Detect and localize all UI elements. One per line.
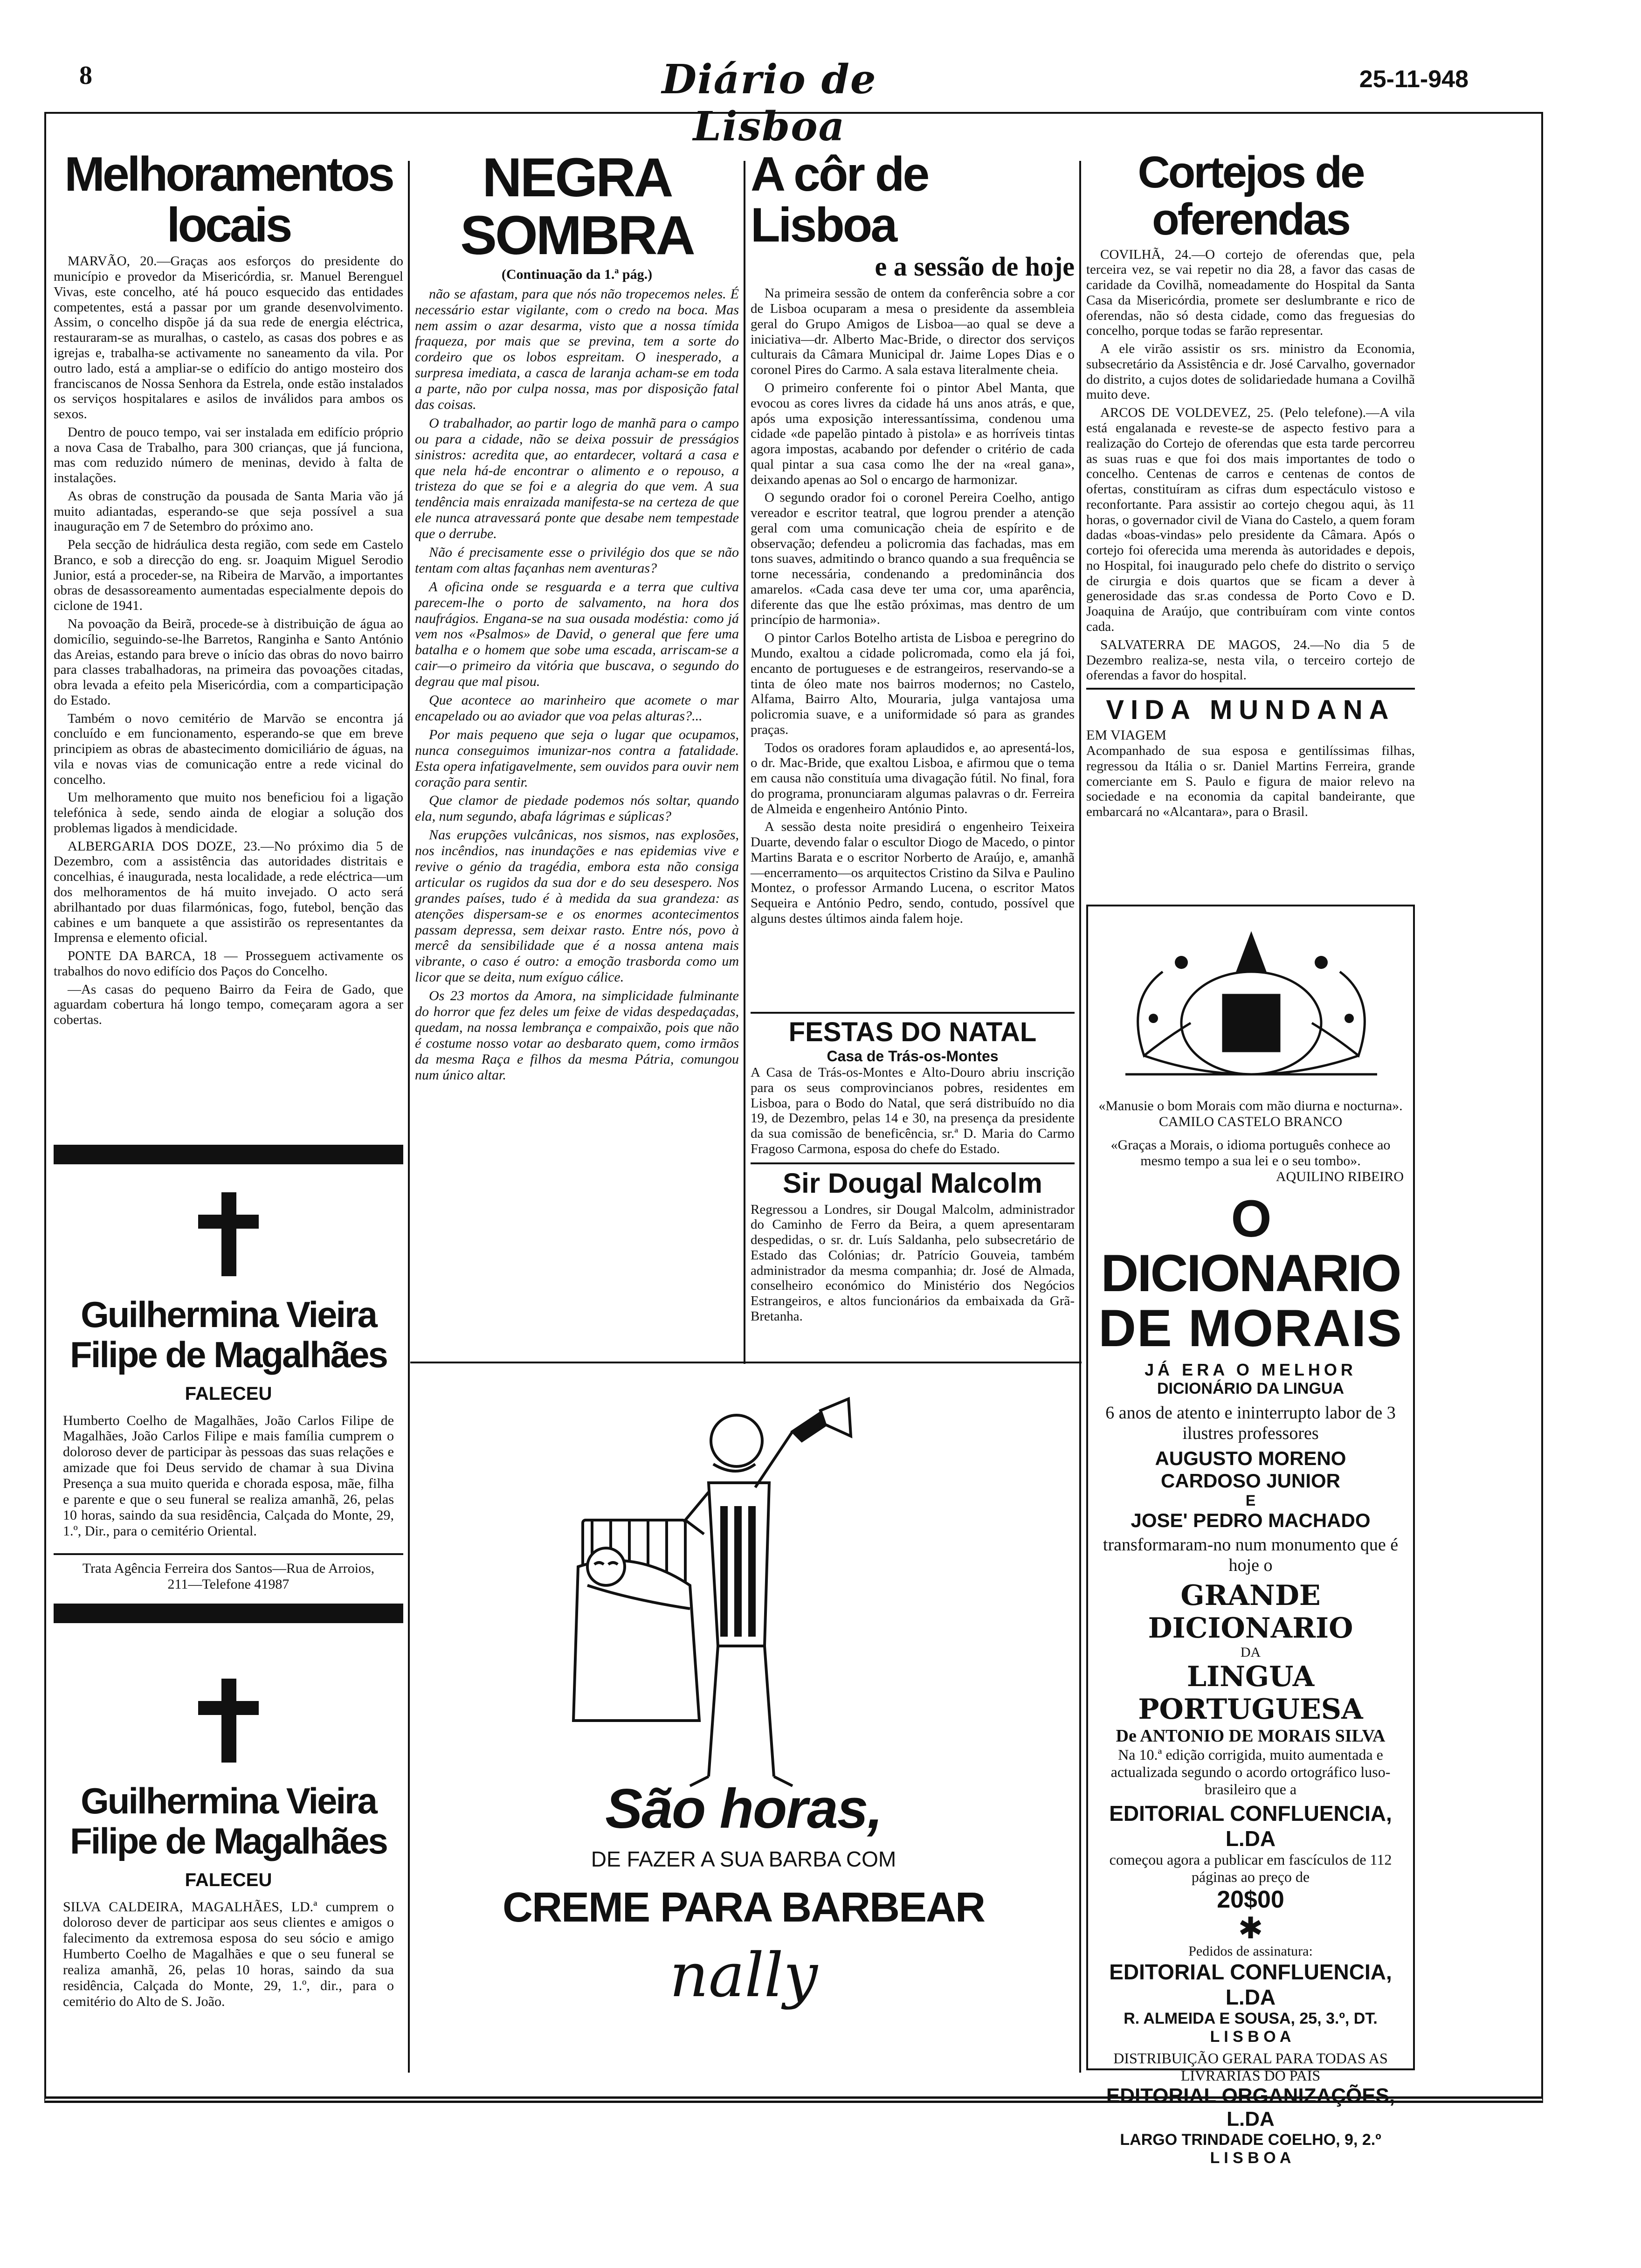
dougal-text: Regressou a Londres, sir Dougal Malcolm, administrador do Caminho de Ferro da Beira, a quem apresentaram despedidas, o sr. dr. Luís Saldanha, pelo subsecretário de Estado das Colónias; dr. Patrício Gouveia, também administrador da mesma companhia; dr. José de Almada, conselheiro económico do Ministério dos Negócios Estrangeiros, e altos funcionários da embaixada da Grã-Bretanha. (751, 1202, 1075, 1324)
dictionary-line-2: DICIONÁRIO DA LINGUA (1157, 1380, 1345, 1398)
headline-dougal-malcolm: Sir Dougal Malcolm (751, 1162, 1075, 1199)
obituary-text: SILVA CALDEIRA, MAGALHÃES, LD.ª cumprem o doloroso dever de participar aos seus clientes e amigos o falecimento da extremosa esposa do seu sócio e amigo Humberto Coelho de Magalhães e que o seu funeral se realiza amanhã, 26, pelas 10 horas, saindo da sua residência, Calçada do Monte, 29, 1.º, dir., para o cemitério do Alto de S. João. (63, 1899, 394, 2009)
festas-box (751, 1012, 1075, 1324)
vida-subhead: EM VIAGEM (1086, 727, 1166, 743)
publishing-text: começou agora a publicar em fascículos de 112 páginas ao preço de (1109, 1851, 1392, 1886)
distribution-label: DISTRIBUIÇÃO GERAL PARA TODAS AS LIVRARIAS DO PAIS (1113, 2050, 1388, 2084)
publisher-address: R. ALMEIDA E SOUSA, 25, 3.º, DT. (1124, 2010, 1378, 2028)
distributor-city: L I S B O A (1210, 2149, 1291, 2167)
article-negra-sombra: não se afastam, para que nós não tropecemos neles. É necessário estar vigilante, com o credo na boca. Mas nem assim o azar desarma, visto que a nossa tímida fraqueza, por mais que se previna, tem a sorte do cordeiro que os lobos espreitam. O inesperado, a surpresa imediata, a casca de laranja acham-se em toda a parte, não por culpa nossa, mas por disposição fatal das coisas. O trabalhador, ao partir logo de manhã para o campo ou para a cidade, não se deixa possuir de presságios sinistros: acredita que, ao entardecer, voltará a casa e que nela há-de encontrar o alimento e o repouso, a tristeza do que se foi e a alegria do que vem. A sua tendência mais enraizada manifesta-se na certeza de que ele nunca atravessará ponte que desabe nem tempestade que o derrube. Não é precisamente esse o privilégio dos que se não tentam com altas façanhas nem aventuras? A oficina onde se resguarda e a terra que cultiva parecem-lhe o porto de salvamento, na hora dos naufrágios. Engana-se na sua ousada modéstia: como já vem nos «Psalmos» de David, o general que fere uma batalha e o homem que sobe uma escada, arriscam-se a cair—o primeiro da vitória que buscava, o segundo do degrau que mal pisou. Que acontece ao marinheiro que acomete o mar encapelado ou ao aviador que voa pelas alturas?... Por mais pequeno que seja o lugar que ocupamos, nunca conseguimos imunizar-nos contra a fatalidade. Esta opera infatigavelmente, sem ouvidos para ouvir nem coração para sentir. Que clamor de piedade podemos nós soltar, quando ela, num segundo, abafa lágrimas e súplicas? Nas erupções vulcânicas, nos sismos, nas explosões, nos incêndios, nas inundações e nas epidemias vive e revive o génio da tragédia, embora esta não consiga articular os rugidos da sua dor e do seu desespero. Nos grandes países, tudo é à medida da sua grandeza: as atenções dispersam-se e os enormes acontecimentos passam depressa, sem deixar rasto. Entre nós, povo à mercê da sensibilidade que é a nossa antena mais vibrante, o caso é outro: a emoção trasborda como um licor que se deita, num exíguo cálice. Os 23 mortos da Amora, na simplicidade fulminante do horror que fez deles um feixe de vidas despedaçadas, quedam, na nossa lembrança e compaixão, pois que não é costume nosso votar ao desbarato quem, como irmãos da mesma Raça e filhos da mesma Pátria, comungou num único altar. (415, 286, 739, 1083)
column-divider (1079, 161, 1081, 2073)
cross-icon (198, 1679, 259, 1763)
column-divider (408, 161, 410, 2073)
quote-camilo: «Manusie o bom Morais com mão diurna e nocturna». (1098, 1098, 1403, 1113)
article-cortejos: COVILHÃ, 24.—O cortejo de oferendas que, pela terceira vez, se vai repetir no dia 28, a favor das casas de caridade da Covilhã, nomeadamente do Hospital da Santa Casa da Misericórdia, promete ser deslumbrante e rico de oferendas, não só desta cidade, como das freguesias do concelho, porque todas se farão representar. A ele virão assistir os srs. ministro da Economia, subsecretário da Assistência e dr. José Carvalho, governador do distrito, a cujos dotes de solidariedade humana a Covilhã muito deve. ARCOS DE VOLDEVEZ, 25. (Pelo telefone).—A vila está engalanada e reveste-se de aspecto festivo para a realização do Cortejo de oferendas que esta tarde percorreu as suas ruas e que foi dos mais importantes de todo o concelho. Centenas de carros e centenas de contos de ofertas, constituíram as cifras dum espectáculo vistoso e reconfortante. Para assistir ao cortejo chegou aqui, às 11 horas, o governador civil de Viana do Castelo, a quem foram dadas «boas-vindas» pelo presidente da Câmara. Após o cortejo foi oferecida uma merenda às autoridades e depois, no Hospital, foi inaugurado pelo chefe do distrito o serviço de cirurgia e dois quartos que se ficam a dever à generosidade das sr.as condessa de Porto Covo e D. Joaquina de Araújo, que contribuíram com vinte contos cada. SALVATERRA DE MAGOS, 24.—No dia 5 de Dezembro realiza-se, nesta vila, o terceiro cortejo de oferendas a favor do hospital. (1086, 247, 1415, 683)
headline-vida-mundana: VIDA MUNDANA (1106, 695, 1395, 726)
dictionary-line-1: JÁ ERA O MELHOR (1145, 1360, 1357, 1380)
headline-festas-natal: FESTAS DO NATAL (751, 1012, 1075, 1048)
column-2 (415, 149, 739, 1086)
ad-subline: DE FAZER A SUA BARBA COM (591, 1847, 896, 1871)
obituary-1 (54, 1145, 403, 1623)
black-bar (54, 1604, 403, 1623)
subhead-sessao: e a sessão de hoje (875, 251, 1075, 282)
masthead (0, 56, 1641, 150)
divider (54, 1553, 403, 1555)
orders-label: Pedidos de assinatura: (1188, 1943, 1313, 1959)
column-1 (54, 149, 403, 1030)
de-antonio: De ANTONIO DE MORAIS SILVA (1116, 1726, 1386, 1746)
quote-aquilino: «Graças a Morais, o idioma português conhece ao mesmo tempo a sua lei e o seu tombo». (1110, 1137, 1391, 1169)
headline-melhoramentos: Melhoramentos locais (64, 147, 393, 253)
quote-camilo-author: CAMILO CASTELO BRANCO (1158, 1113, 1343, 1129)
newspaper-title: Diário de Lisboa (662, 56, 877, 150)
dictionary-title-2: DE MORAIS (1098, 1299, 1403, 1357)
headline-cor-de-lisboa: A côr de Lisboa (751, 147, 928, 253)
distributor-address: LARGO TRINDADE COELHO, 9, 2.º (1120, 2131, 1381, 2149)
column-4 (1086, 149, 1415, 820)
obituary-name: Guilhermina Vieira Filipe de Magalhães (70, 1780, 387, 1861)
grande-dicionario: GRANDE DICIONARIO (1148, 1579, 1353, 1645)
author-machado: JOSE' PEDRO MACHADO (1131, 1509, 1371, 1532)
ad-headline: São horas, (605, 1777, 882, 1840)
ad-product: CREME PARA BARBEAR (502, 1884, 985, 1931)
article-cor-de-lisboa: Na primeira sessão de ontem da conferência sobre a cor de Lisboa ocuparam a mesa o presidente da assembleia geral do Grupo Amigos de Lisboa—ao qual se deve a iniciativa—dr. Alberto Mac-Bride, o director dos serviços culturais da Câmara Municipal dr. Jaime Lopes Dias e o coronel Pires do Carmo. A sala estava literalmente cheia. O primeiro conferente foi o pintor Abel Manta, que evocou as cores livres da cidade há uns anos atrás, e que, após uma exposição interessantíssima, condenou uma cidade «de papelão pintado à pistola» e as horríveis tintas agora impostas, acabando por defender o critério de cada qual pintar a sua casa como lhe der na «real gana», deixando apenas ao Sol o encargo de harmonizar. O segundo orador foi o coronel Pereira Coelho, antigo vereador e escritor teatral, que logrou prender a atenção geral com uma comunicação cheia de espírito e de observação; defendeu a policromia das fachadas, mas em tons suaves, admitindo o branco quando a sua frequência se torne necessária, condenando a predominância dos amarelos. «Cada casa deve ter uma cor, uma aparência, diferente das que lhe estão próximas, mas dentro de um princípio de harmonia». O pintor Carlos Botelho artista de Lisboa e peregrino do Mundo, exaltou a cidade policromada, como ela já foi, encanto de portugueses e de estrangeiros, reservando-se a tinta de óleo mate nos bairros modernos; no Castelo, Alfama, Bairro Alto, Mouraria, julga vantajosa uma policromia suave, e a uniformidade só para as grandes praças. Todos os oradores foram aplaudidos e, ao apresentá-los, o dr. Mac-Bride, que exaltou Lisboa, e afirmou que o tema em causa não constituía uma divagação fútil. No final, fora do programa, pronunciaram algumas palavras o dr. Ferreira de Almeida e engenheiro António Pinto. A sessão desta noite presidirá o engenheiro Teixeira Duarte, devendo falar o escultor Diogo de Macedo, o pintor Martins Barata e o escritor Norberto de Araújo, e, amanhã—encerramento—os arquitectos Cristino da Silva e Paulino Montez, o professor Armando Lucena, o escritor Matos Sequeira e António Pedro, sendo, contudo, possível que alguns destes últimos ainda falem hoje. (751, 286, 1075, 926)
asterisk-icon: ✱ (1238, 1912, 1263, 1945)
dictionary-line-4: transformaram-no num monumento que é hoje o (1103, 1535, 1399, 1576)
author-cardoso: CARDOSO JUNIOR (1160, 1470, 1341, 1492)
dictionary-ad (1086, 905, 1415, 2167)
headline-negra-sombra: NEGRA SOMBRA (460, 147, 694, 266)
continuation-note: (Continuação da 1.ª pág.) (501, 266, 653, 282)
column-3 (751, 149, 1075, 929)
ad-top-rule (410, 1362, 1082, 1363)
lingua-portuguesa: LINGUA PORTUGUESA (1138, 1660, 1363, 1726)
divider (1086, 688, 1415, 690)
festas-text: A Casa de Trás-os-Montes e Alto-Douro abriu inscrição para os seus comprovincianos pobres, residentes em Lisboa, para o Bodo do Natal, que será distribuído no dia 19, de Dezembro, pelas 14 e 30, na presença da presidente da sua comissão de beneficência, sr.ª D. Maria do Carmo Fragoso Carmona, esposa do chefe do Estado. (751, 1065, 1075, 1156)
headline-cortejos: Cortejos de oferendas (1138, 147, 1364, 244)
page-number: 8 (79, 61, 92, 90)
emblem-illustration (1097, 916, 1405, 1093)
publisher-confluencia-2: EDITORIAL CONFLUENCIA, L.DA (1109, 1960, 1392, 2010)
obituary-2 (54, 1679, 403, 2010)
issue-date: 25-11-948 (1359, 66, 1469, 93)
cross-icon (198, 1192, 259, 1276)
black-bar (54, 1145, 403, 1164)
dictionary-title-1: O DICIONARIO (1101, 1189, 1400, 1303)
festas-subhead: Casa de Trás-os-Montes (827, 1048, 999, 1065)
publisher-confluencia: EDITORIAL CONFLUENCIA, L.DA (1109, 1801, 1392, 1851)
author-moreno: AUGUSTO MORENO (1155, 1447, 1346, 1470)
obituary-status: FALECEU (185, 1869, 272, 1890)
quote-aquilino-author: AQUILINO RIBEIRO (1276, 1169, 1404, 1184)
obituary-status: FALECEU (185, 1383, 272, 1404)
publisher-city: L I S B O A (1210, 2028, 1291, 2046)
edition-text: Na 10.ª edição corrigida, muito aumentada e actualizada segundo o acordo ortográfico luso-brasileiro que a (1110, 1746, 1391, 1798)
and-separator: E (1245, 1492, 1256, 1509)
obituary-name: Guilhermina Vieira Filipe de Magalhães (70, 1294, 387, 1375)
da-label: DA (1240, 1645, 1261, 1660)
ad-brand-logo: nally (669, 1940, 818, 2011)
obituary-text: Humberto Coelho de Magalhães, João Carlos Filipe de Magalhães, João Carlos Filipe e mais família cumprem o doloroso dever de participar às pessoas das suas relações e amizade que foi Deus servido de chamar à sua Divina Presença a sua muito querida e chorada esposa, mãe, filha e parente e que o seu funeral se realiza amanhã, 26, pelas 10 horas, saindo da sua residência, Calçada do Monte, 29, 1.º, Dir., para o cemitério Oriental. (63, 1412, 394, 1539)
price: 20$00 (1217, 1886, 1284, 1914)
funeral-agency: Trata Agência Ferreira dos Santos—Rua de Arroios, 211—Telefone 41987 (82, 1560, 375, 1592)
barber-ad (410, 1366, 1077, 2066)
vida-text: Acompanhado de sua esposa e gentilíssimas filhas, regressou da Itália o sr. Daniel Martins Ferreira, grande comerciante em S. Paulo e figura de maior relevo na sociedade e na economia da capital bandeirante, que embarcará no «Alcantara», para o Brasil. (1086, 743, 1415, 820)
article-melhoramentos: MARVÃO, 20.—Graças aos esforços do presidente do município e provedor da Misericórdia, sr. Manuel Berenguel Vivas, este concelho, até há pouco esquecido das entidades competentes, está a passar por um grande desenvolvimento. Assim, o concelho dispõe já da sua rede de energia eléctrica, restauraram-se as muralhas, o castelo, as casas dos pobres e as igrejas e, trabalha-se activamente no saneamento da vila. Por outro lado, está a ampliar-se o edifício do antigo mosteiro dos franciscanos de Nossa Senhora da Estrela, onde estão instalados os serviços hospitalares e asilos de inválidos para ambos os sexos. Dentro de pouco tempo, vai ser instalada em edifício próprio a nova Casa de Trabalho, para 300 crianças, que já funciona, mas com reduzido número de meninas, devido à falta de instalações. As obras de construção da pousada de Santa Maria vão já muito adiantadas, esperando-se que seja possível a sua inauguração em 7 de Setembro do próximo ano. Pela secção de hidráulica desta região, com sede em Castelo Branco, e sob a direcção do eng. sr. Joaquim Miguel Serodio Junior, está a proceder-se, na Ribeira de Marvão, a importantes obras de desassoreamento aumentadas especialmente depois do ciclone de 1941. Na povoação da Beirã, procede-se à distribuição de água ao domicílio, seguindo-se-lhe Barretos, Ranginha e Santo António das Areias, estando para breve o início das obras do novo bairro para classes trabalhadoras, na primeira das povoações citadas, obra levada a efeito pela Misericórdia, com a comparticipação do Estado. Também o novo cemitério de Marvão se encontra já concluído e em funcionamento, esperando-se que em breve principiem as obras de abastecimento domiciliário de águas, na vila e novas vias de comunicação entre a rede vicinal do concelho. Um melhoramento que muito nos beneficiou foi a ligação telefónica à sede, sendo ainda de elogiar a solução dos problemas ligados à mendicidade. ALBERGARIA DOS DOZE, 23.—No próximo dia 5 de Dezembro, com a assistência das autoridades distritais e concelhias, é inaugurada, nesta localidade, a rede eléctrica—um dos melhoramentos de há muito invejado. O acto será abrilhantado por duas filarmónicas, fogo, futebol, benção das cabines e um banquete a que assistirão os representantes da Imprensa e elemento oficial. PONTE DA BARCA, 18 — Prosseguem activamente os trabalhos do novo edifício dos Paços do Concelho. —As casas do pequeno Bairro da Feira de Gado, que aguardam cobertura há longo tempo, começaram agora a ser cobertas. (54, 254, 403, 1028)
dictionary-line-3: 6 anos de atento e ininterrupto labor de 3 ilustres professores (1105, 1403, 1396, 1444)
column-divider (744, 161, 745, 1364)
trumpeter-illustration (410, 1366, 1077, 1832)
distributor: EDITORIAL ORGANIZAÇÕES, L.DA (1106, 2084, 1395, 2131)
